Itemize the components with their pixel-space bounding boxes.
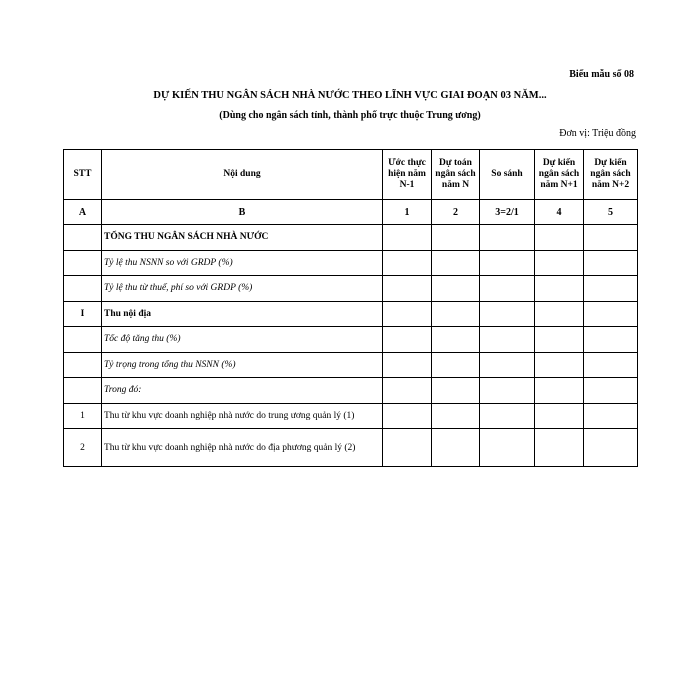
document-title: DỰ KIẾN THU NGÂN SÁCH NHÀ NƯỚC THEO LĨNH VỰC GIAI ĐOẠN 03 NĂM... (153, 90, 547, 101)
content-cell: Thu từ khu vực doanh nghiệp nhà nước do trung ương quản lý (1) (102, 403, 383, 429)
value-cell (535, 301, 584, 327)
value-cell (480, 327, 535, 353)
table-row (64, 403, 638, 429)
index-cell: 4 (535, 200, 584, 225)
stt-cell (64, 352, 102, 378)
value-cell (432, 225, 480, 251)
value-cell (535, 327, 584, 353)
table-row (64, 378, 638, 404)
stt-cell (64, 378, 102, 404)
budget-table (63, 149, 638, 467)
value-cell (383, 429, 432, 467)
index-cell: 5 (584, 200, 638, 225)
value-cell (383, 327, 432, 353)
value-cell (432, 276, 480, 302)
stt-cell (64, 250, 102, 276)
content-cell: TỔNG THU NGÂN SÁCH NHÀ NƯỚC (102, 225, 383, 251)
content-cell: Tỷ trọng trong tổng thu NSNN (%) (102, 352, 383, 378)
value-cell (535, 250, 584, 276)
value-cell (480, 301, 535, 327)
value-cell (432, 403, 480, 429)
value-cell (535, 276, 584, 302)
value-cell (383, 301, 432, 327)
value-cell (535, 429, 584, 467)
value-cell (535, 403, 584, 429)
value-cell (432, 429, 480, 467)
table-row (64, 301, 638, 327)
value-cell (383, 378, 432, 404)
column-header: STT (64, 150, 102, 200)
table-row (64, 429, 638, 467)
index-cell: B (102, 200, 383, 225)
stt-cell (64, 225, 102, 251)
stt-cell: 2 (64, 429, 102, 467)
value-cell (584, 403, 638, 429)
form-code: Biểu mẫu số 08 (569, 69, 634, 80)
value-cell (432, 250, 480, 276)
value-cell (535, 352, 584, 378)
value-cell (383, 250, 432, 276)
stt-cell (64, 276, 102, 302)
value-cell (584, 276, 638, 302)
value-cell (480, 352, 535, 378)
value-cell (383, 225, 432, 251)
header-row (64, 150, 638, 200)
content-cell: Thu nội địa (102, 301, 383, 327)
value-cell (584, 429, 638, 467)
content-cell: Tỷ lệ thu NSNN so với GRDP (%) (102, 250, 383, 276)
value-cell (432, 301, 480, 327)
table-row (64, 276, 638, 302)
stt-cell: I (64, 301, 102, 327)
index-cell: 2 (432, 200, 480, 225)
value-cell (383, 276, 432, 302)
column-header: So sánh (480, 150, 535, 200)
value-cell (584, 301, 638, 327)
value-cell (383, 352, 432, 378)
value-cell (480, 276, 535, 302)
value-cell (480, 403, 535, 429)
value-cell (432, 352, 480, 378)
value-cell (480, 378, 535, 404)
value-cell (584, 327, 638, 353)
column-header: Dự kiến ngân sách năm N+2 (584, 150, 638, 200)
value-cell (584, 250, 638, 276)
content-cell: Tốc độ tăng thu (%) (102, 327, 383, 353)
table-row (64, 327, 638, 353)
index-cell: 3=2/1 (480, 200, 535, 225)
content-cell: Thu từ khu vực doanh nghiệp nhà nước do địa phương quản lý (2) (102, 429, 383, 467)
value-cell (432, 378, 480, 404)
value-cell (584, 378, 638, 404)
index-row (64, 200, 638, 225)
value-cell (584, 352, 638, 378)
content-cell: Trong đó: (102, 378, 383, 404)
table-row (64, 225, 638, 251)
value-cell (535, 378, 584, 404)
value-cell (432, 327, 480, 353)
column-header: Dự toán ngân sách năm N (432, 150, 480, 200)
value-cell (480, 429, 535, 467)
value-cell (383, 403, 432, 429)
table-row (64, 250, 638, 276)
value-cell (535, 225, 584, 251)
table-row (64, 352, 638, 378)
index-cell: 1 (383, 200, 432, 225)
value-cell (480, 250, 535, 276)
value-cell (480, 225, 535, 251)
stt-cell (64, 327, 102, 353)
column-header: Ước thực hiện năm N-1 (383, 150, 432, 200)
content-cell: Tỷ lệ thu từ thuế, phí so với GRDP (%) (102, 276, 383, 302)
stt-cell: 1 (64, 403, 102, 429)
value-cell (584, 225, 638, 251)
index-cell: A (64, 200, 102, 225)
column-header: Nội dung (102, 150, 383, 200)
document-subtitle: (Dùng cho ngân sách tỉnh, thành phố trực thuộc Trung ương) (219, 110, 481, 121)
column-header: Dự kiến ngân sách năm N+1 (535, 150, 584, 200)
unit-label: Đơn vị: Triệu đồng (559, 128, 636, 139)
